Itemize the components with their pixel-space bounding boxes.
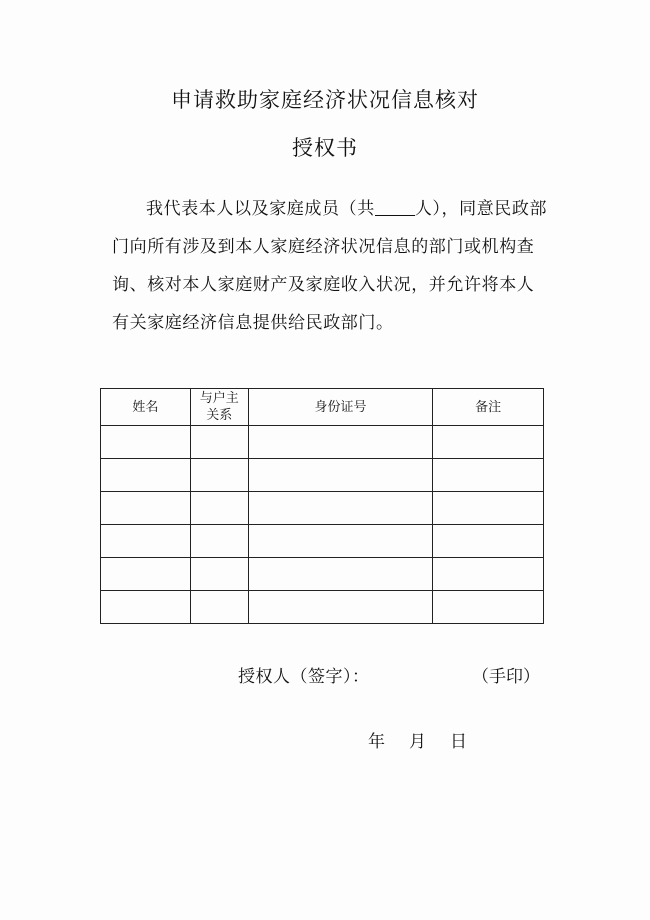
- authorization-paragraph: [112, 190, 552, 342]
- cell-remarks[interactable]: [433, 426, 544, 459]
- header-relation: [190, 389, 248, 426]
- date-day-label: 日: [450, 732, 467, 752]
- header-relation-line-1: 与户主: [199, 391, 239, 406]
- cell-name[interactable]: [101, 426, 191, 459]
- cell-name[interactable]: [101, 492, 191, 525]
- document-subtitle: 授权书: [292, 136, 358, 160]
- date-line: [368, 727, 467, 752]
- paragraph-text-after-blank: 人），同意民政部: [414, 199, 548, 219]
- header-remarks: 备注: [433, 389, 544, 426]
- cell-relation[interactable]: [190, 525, 248, 558]
- fingerprint-label: （手印）: [472, 667, 540, 687]
- cell-id-number[interactable]: [248, 426, 433, 459]
- cell-id-number[interactable]: [248, 492, 433, 525]
- cell-remarks[interactable]: [433, 492, 544, 525]
- cell-id-number[interactable]: [248, 459, 433, 492]
- table-row: [101, 426, 544, 459]
- cell-relation[interactable]: [190, 459, 248, 492]
- cell-id-number[interactable]: [248, 525, 433, 558]
- cell-id-number[interactable]: [248, 591, 433, 624]
- paragraph-line-2: 门向所有涉及到本人家庭经济状况信息的部门或机构查: [112, 237, 535, 257]
- paragraph-text-before-blank: 我代表本人以及家庭成员（共: [146, 199, 375, 219]
- table-row: [101, 459, 544, 492]
- cell-id-number[interactable]: [248, 558, 433, 591]
- cell-remarks[interactable]: [433, 558, 544, 591]
- paragraph-line-4: 有关家庭经济信息提供给民政部门。: [112, 313, 394, 333]
- cell-relation[interactable]: [190, 492, 248, 525]
- table-row: [101, 591, 544, 624]
- cell-remarks[interactable]: [433, 591, 544, 624]
- cell-remarks[interactable]: [433, 459, 544, 492]
- table-header-row: [101, 389, 544, 426]
- family-members-table: [100, 388, 544, 624]
- cell-relation[interactable]: [190, 591, 248, 624]
- date-year-label: 年: [368, 732, 385, 752]
- cell-relation[interactable]: [190, 426, 248, 459]
- cell-remarks[interactable]: [433, 525, 544, 558]
- header-name: 姓名: [101, 389, 191, 426]
- cell-name[interactable]: [101, 525, 191, 558]
- header-relation-line-2: 关系: [206, 408, 233, 423]
- cell-name[interactable]: [101, 558, 191, 591]
- table-row: [101, 525, 544, 558]
- member-count-blank[interactable]: [375, 199, 415, 216]
- cell-name[interactable]: [101, 591, 191, 624]
- table-row: [101, 558, 544, 591]
- cell-name[interactable]: [101, 459, 191, 492]
- table-row: [101, 492, 544, 525]
- paragraph-line-1: [112, 190, 552, 228]
- signature-label: 授权人（签字）：: [238, 667, 370, 687]
- header-id-number: 身份证号: [248, 389, 433, 426]
- document-title: 申请救助家庭经济状况信息核对: [171, 88, 479, 112]
- paragraph-line-3: 询、核对本人家庭财产及家庭收入状况，并允许将本人: [112, 275, 535, 295]
- cell-relation[interactable]: [190, 558, 248, 591]
- date-month-label: 月: [409, 732, 426, 752]
